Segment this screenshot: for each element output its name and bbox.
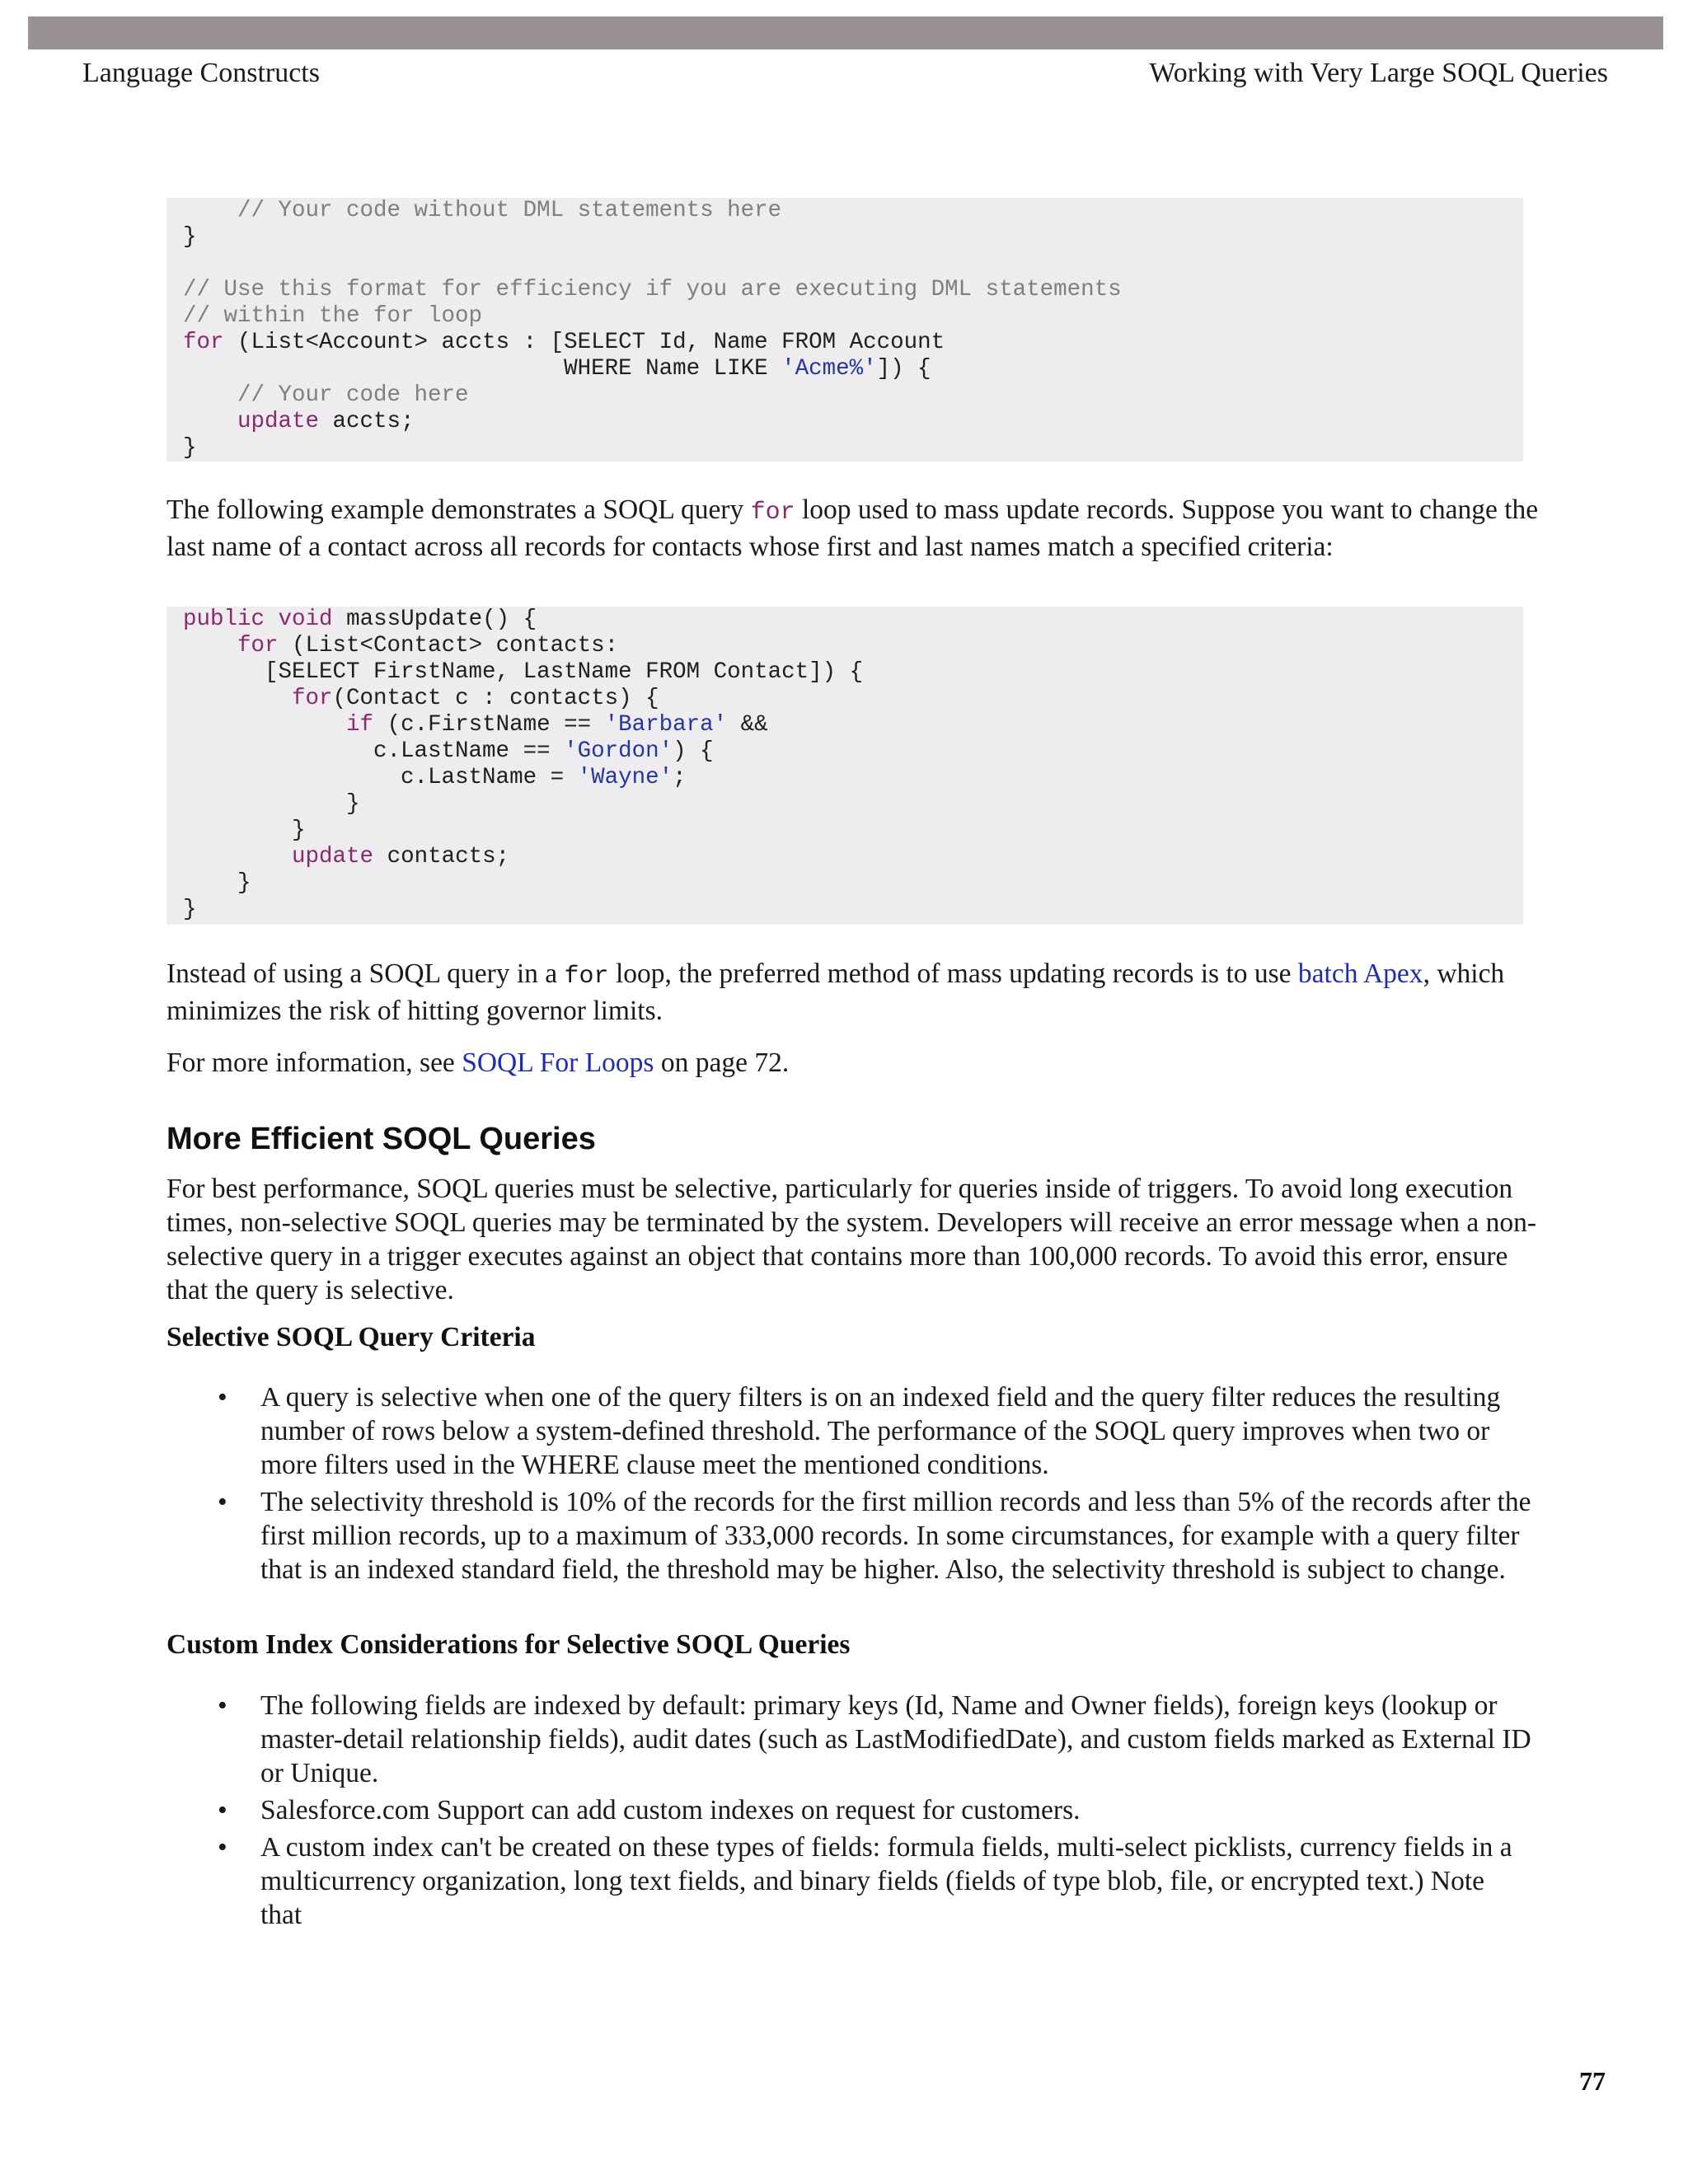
inline-code-for: for [750,499,795,527]
code-token: c.LastName = [183,765,578,790]
batch-apex-link[interactable]: batch Apex [1297,958,1423,989]
bullet-icon: • [218,1832,227,1863]
criteria-list [213,1380,1531,1590]
code-token: if [346,712,374,738]
code-token: for [292,686,333,711]
section-heading-efficient-queries: More Efficient SOQL Queries [166,1122,596,1156]
code-line [183,870,1523,897]
code-token: // within the for loop [183,303,483,329]
code-token: massUpdate() { [332,607,537,632]
paragraph-mass-update-intro: The following example demonstrates a SOQL query for loop used to mass update records. Suppose you want to change the last name of a contact across all records for contacts whose first and last names match a specified criteria: [166,494,1539,562]
code-line [183,435,1523,462]
code-token: } [183,818,306,843]
code-line [183,303,1523,330]
code-token: ; [673,765,687,790]
code-token: } [183,897,197,922]
bullet-icon: • [218,1487,227,1517]
code-token: } [183,224,197,250]
code-block-mass-update [166,607,1523,925]
code-token: c.LastName == [183,738,565,764]
running-header-left: Language Constructs [82,58,320,88]
code-token: contacts; [373,844,510,869]
code-line [183,738,1523,765]
code-token: accts; [319,409,415,434]
code-token: (c.FirstName == [373,712,605,738]
paragraph-efficient-intro: For best performance, SOQL queries must be selective, particularly for queries inside of triggers. To avoid long execution times, non-selective SOQL queries may be terminated by the system. Developers will receive an error message when a non-selective query in a trigger executes against an object that contains more than 100,000 records. To avoid this error, ensure that the query is selective. [166,1174,1537,1305]
list-item: • A query is selective when one of the query filters is on an indexed field and the query filter reduces the resulting number of rows below a system-defined threshold. The performance of the SOQL query improves when two or more filters used in the WHERE clause meet the mentioned conditions. [218,1382,1501,1480]
code-line [183,382,1523,409]
code-token: 'Gordon' [564,738,673,764]
code-token: } [183,791,360,817]
code-token: ]) { [876,356,931,382]
code-line [183,897,1523,923]
paragraph-more-info: For more information, see SOQL For Loops on page 72. [166,1047,790,1078]
bullet-icon: • [218,1795,227,1825]
code-token [183,409,237,434]
bullet-icon: • [218,1382,227,1413]
code-line [183,633,1523,659]
code-token: (List<Contact> contacts: [278,633,619,658]
code-line [183,818,1523,844]
code-token [183,686,292,711]
code-token [183,633,237,658]
code-line [183,356,1523,382]
code-token [183,712,346,738]
list-item: • The selectivity threshold is 10% of the records for the first million records and less than 5% of the records after the first million records, up to a maximum of 333,000 records. In some circumstances, for example with a query filter that is an indexed standard field, the threshold may be higher. Also, the selectivity threshold is subject to change. [218,1487,1531,1585]
code-token [265,607,279,632]
paragraph-batch-apex: Instead of using a SOQL query in a for loop, the preferred method of mass updating records is to use batch Apex, which minimizes the risk of hitting governor limits. [166,958,1505,1026]
list-item: • A custom index can't be created on these types of fields: formula fields, multi-select picklists, currency fields in a multicurrency organization, long text fields, and binary fields (fields of type blob, file, or encrypted text.) Note that [218,1832,1512,1930]
code-token: WHERE Name LIKE [183,356,782,382]
code-token: 'Wayne' [577,765,673,790]
code-token: [SELECT FirstName, LastName FROM Contact]) { [183,659,864,685]
running-header-right: Working with Very Large SOQL Queries [1149,58,1608,88]
code-token: } [183,870,251,896]
code-token: } [183,435,197,461]
custom-index-list [213,1689,1531,1935]
code-line [183,224,1523,251]
code-token: // Your code here [183,382,469,408]
code-token: ) { [673,738,714,764]
code-line [183,712,1523,738]
code-line [183,198,1523,224]
soql-for-loops-link[interactable]: SOQL For Loops [462,1047,654,1078]
list-item: • The following fields are indexed by default: primary keys (Id, Name and Owner fields), foreign keys (lookup or master-detail relationship fields), audit dates (such as LastModifiedDate), and custom fields marked as External ID or Unique. [218,1690,1531,1788]
code-line [183,765,1523,791]
code-token: (List<Account> accts : [SELECT Id, Name FROM Account [223,330,945,355]
code-line [183,844,1523,870]
subheading-selective-criteria: Selective SOQL Query Criteria [166,1322,536,1352]
code-line [183,607,1523,633]
code-line [183,330,1523,356]
code-line [183,251,1523,277]
code-token: && [727,712,768,738]
code-token: update [237,409,320,434]
code-line [183,791,1523,818]
code-line [183,659,1523,686]
page-number: 77 [1579,2066,1606,2096]
code-token: (Contact c : contacts) { [332,686,659,711]
code-line [183,409,1523,435]
code-token: public [183,607,265,632]
code-token: 'Barbara' [604,712,728,738]
code-line [183,277,1523,303]
list-item: • Salesforce.com Support can add custom indexes on request for customers. [218,1795,1081,1825]
subheading-custom-index: Custom Index Considerations for Selective SOQL Queries [166,1629,851,1660]
header-bar [28,16,1663,49]
code-token: void [278,607,333,632]
bullet-icon: • [218,1690,227,1721]
code-token: // Use this format for efficiency if you are executing DML statements [183,277,1122,302]
code-token: // Your code without DML statements here [183,198,782,223]
code-block-account-loop [166,198,1523,462]
code-token: 'Acme%' [781,356,877,382]
code-token: for [237,633,279,658]
code-token [183,844,292,869]
inline-code-for: for [564,963,609,991]
code-line [183,686,1523,712]
code-token: update [292,844,374,869]
code-token: for [183,330,224,355]
